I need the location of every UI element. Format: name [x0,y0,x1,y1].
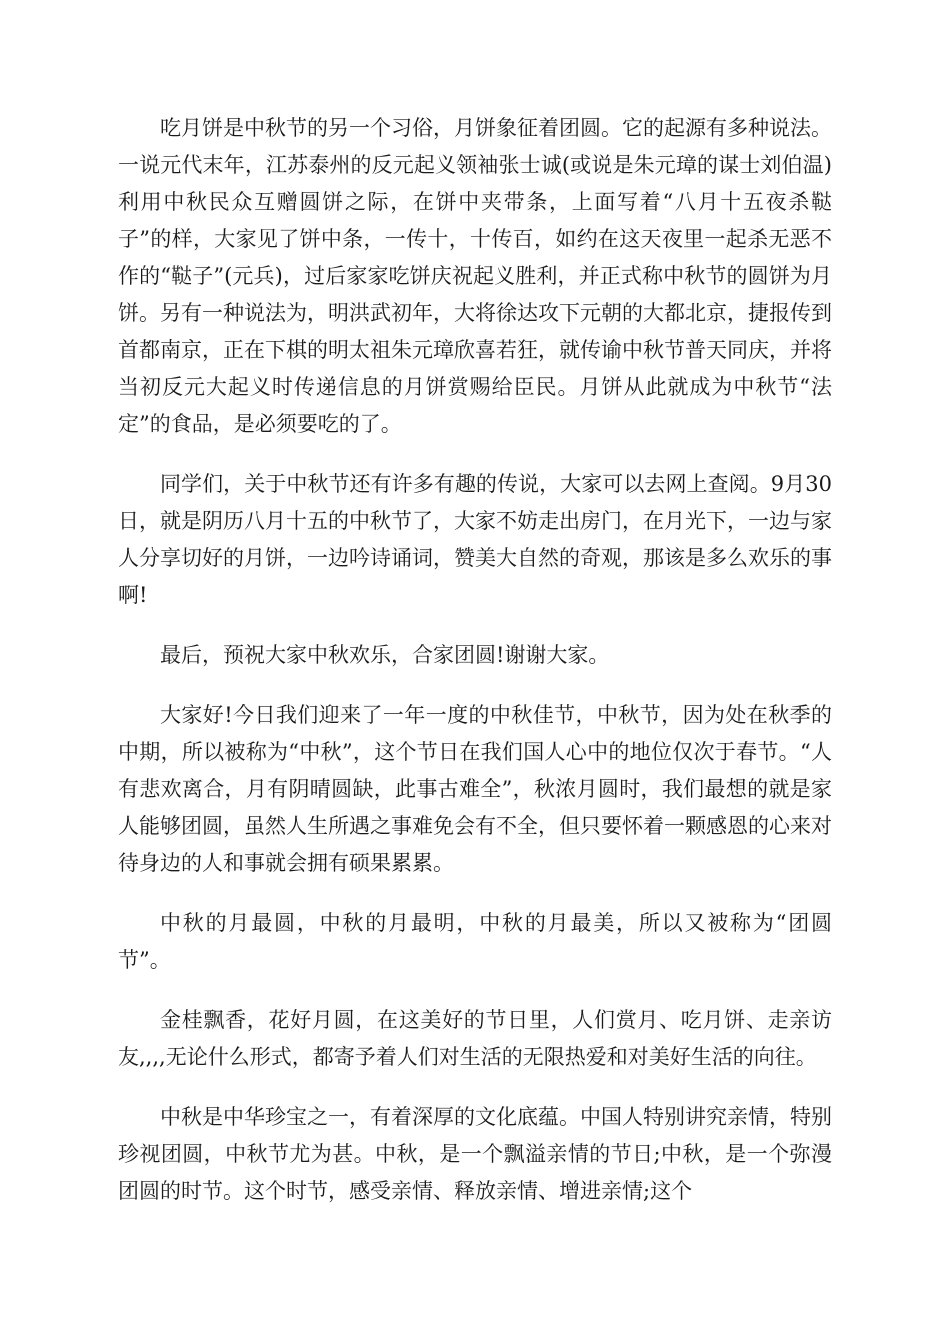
paragraph-mooncake-origin: 吃月饼是中秋节的另一个习俗，月饼象征着团圆。它的起源有多种说法。一说元代末年，江苏泰州的反元起义领袖张士诚(或说是朱元璋的谋士刘伯温)利用中秋民众互赠圆饼之际，在饼中夹带条，上面写着“八月十五夜杀鞑子”的样，大家见了饼中条，一传十，十传百，如约在这天夜里一起杀无恶不作的“鞑子”(元兵)，过后家家吃饼庆祝起义胜利，并正式称中秋节的圆饼为月饼。另有一种说法为，明洪武初年，大将徐达攻下元朝的大都北京，捷报传到首都南京，正在下棋的明太祖朱元璋欣喜若狂，就传谕中秋节普天同庆，并将当初反元大起义时传递信息的月饼赏赐给臣民。月饼从此就成为中秋节“法定”的食品，是必须要吃的了。 [118,116,832,436]
paragraph-cultural-heritage: 中秋是中华珍宝之一，有着深厚的文化底蕴。中国人特别讲究亲情，特别珍视团圆，中秋节尤为甚。中秋，是一个飘溢亲情的节日;中秋，是一个弥漫团圆的时节。这个时节，感受亲情、释放亲情、增进亲情;这个 [118,1105,832,1203]
document-page [118,110,832,1210]
paragraph-osmanthus: 金桂飘香，花好月圆，在这美好的节日里，人们赏月、吃月饼、走亲访友,,,,无论什么形式，都寄予着人们对生活的无限热爱和对美好生活的向往。 [118,1008,832,1069]
paragraph-reunion-festival: 中秋的月最圆，中秋的月最明，中秋的月最美，所以又被称为“团圆节”。 [118,911,832,972]
paragraph-classmates-legends: 同学们，关于中秋节还有许多有趣的传说，大家可以去网上查阅。9月30日，就是阴历八月十五的中秋节了，大家不妨走出房门，在月光下，一边与家人分享切好的月饼，一边吟诗诵词，赞美大自然的奇观，那该是多么欢乐的事啊! [118,472,832,607]
paragraph-greeting-mid-autumn: 大家好!今日我们迎来了一年一度的中秋佳节，中秋节，因为处在秋季的中期，所以被称为“中秋”，这个节日在我们国人心中的地位仅次于春节。“人有悲欢离合，月有阴晴圆缺，此事古难全”，秋浓月圆时，我们最想的就是家人能够团圆，虽然人生所遇之事难免会有不全，但只要怀着一颗感恩的心来对待身边的人和事就会拥有硕果累累。 [118,703,832,875]
paragraph-closing-wishes: 最后，预祝大家中秋欢乐，合家团圆!谢谢大家。 [160,643,610,667]
